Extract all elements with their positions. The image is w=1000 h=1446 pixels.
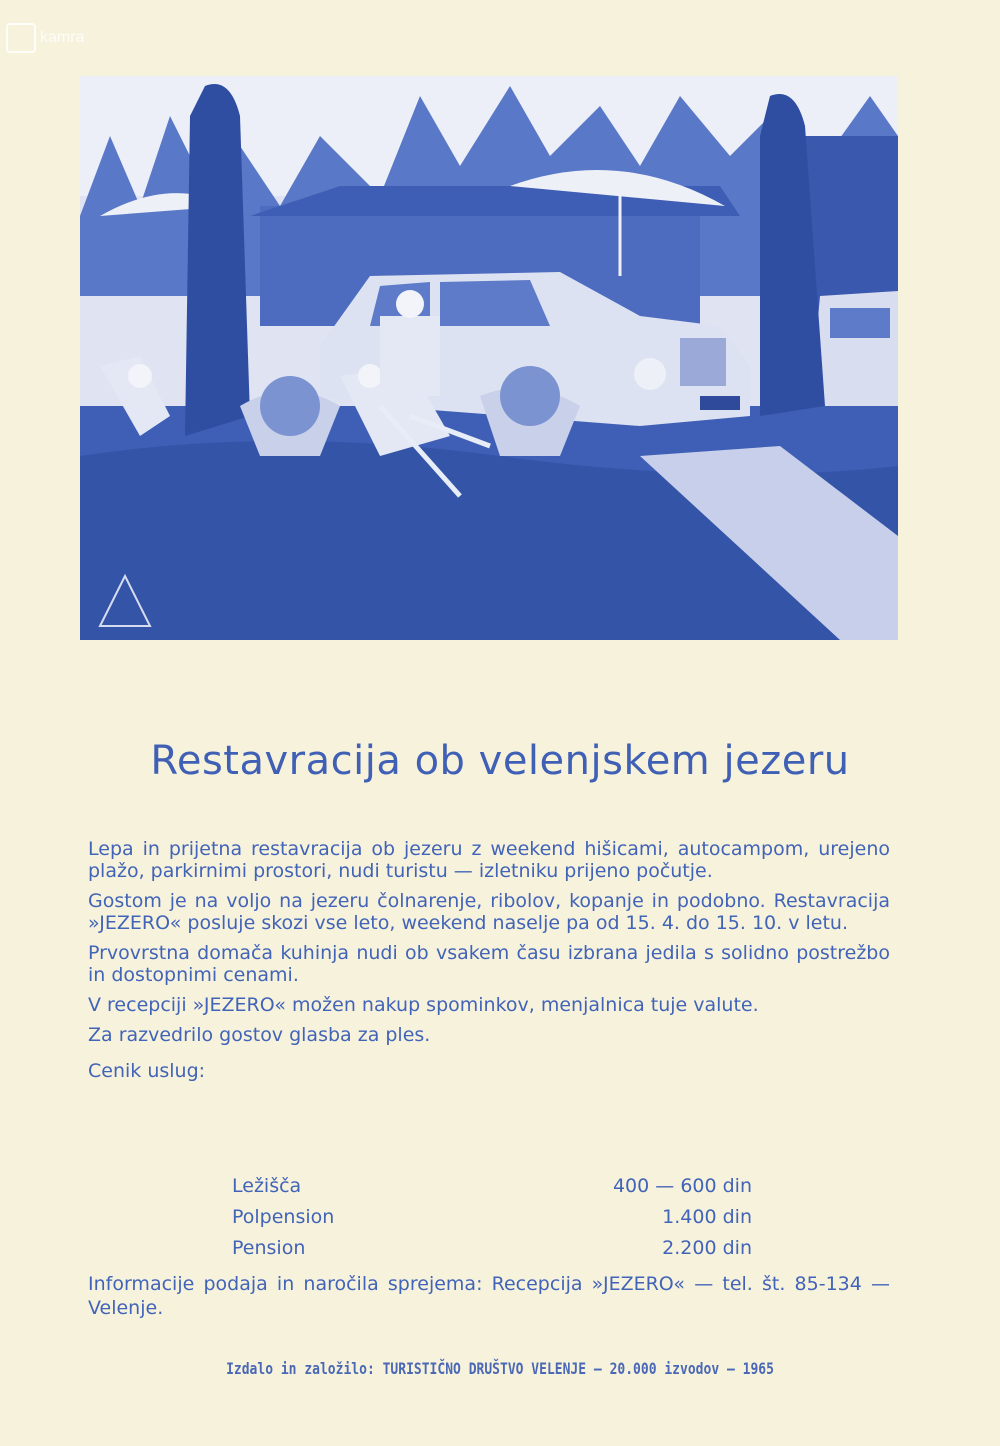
paragraph-reception: V recepciji »JEZERO« možen nakup spominkov, menjalnica tuje valute. <box>88 994 759 1016</box>
price-row <box>232 1232 752 1263</box>
kamra-logo-icon <box>6 23 36 53</box>
photo-illustration <box>80 76 898 640</box>
price-row <box>232 1201 752 1232</box>
price-value: 1.400 din <box>662 1205 752 1228</box>
price-item: Pension <box>232 1236 306 1259</box>
page-title: Restavracija ob velenjskem jezeru <box>150 738 850 784</box>
price-item: Polpension <box>232 1205 335 1228</box>
paragraph-kitchen: Prvovrstna domača kuhinja nudi ob vsakem času izbrana jedila s solidno postrežbo in dostopnimi cenami. <box>88 942 890 986</box>
contact-info: Informacije podaja in naročila sprejema: Recepcija »JEZERO« — tel. št. 85-134 — Velenje. <box>88 1273 890 1319</box>
photograph-garden-car <box>80 76 898 640</box>
paragraph-entertainment: Za razvedrilo gostov glasba za ples. <box>88 1024 431 1046</box>
paragraph-intro: Lepa in prijetna restavracija ob jezeru z weekend hišicami, autocampom, urejeno plažo, parkirnimi prostori, nudi turistu — izletniku prijeno počutje. <box>88 838 890 882</box>
description-text <box>88 838 890 1090</box>
price-value: 400 — 600 din <box>612 1174 752 1197</box>
publisher-footer: Izdalo in založilo: TURISTIČNO DRUŠTVO VELENJE — 20.000 izvodov — 1965 <box>226 1360 774 1379</box>
watermark-text: kamra <box>40 29 85 46</box>
price-row <box>232 1170 752 1201</box>
paragraph-activities: Gostom je na voljo na jezeru čolnarenje, ribolov, kopanje in podobno. Restavracija »JEZERO« posluje skozi vse leto, weekend naselje pa od 15. 4. do 15. 10. v letu. <box>88 890 890 934</box>
price-list <box>232 1170 752 1263</box>
price-value: 2.200 din <box>662 1236 752 1259</box>
kamra-watermark <box>6 20 106 56</box>
price-item: Ležišča <box>232 1174 302 1197</box>
price-list-heading: Cenik uslug: <box>88 1060 206 1082</box>
